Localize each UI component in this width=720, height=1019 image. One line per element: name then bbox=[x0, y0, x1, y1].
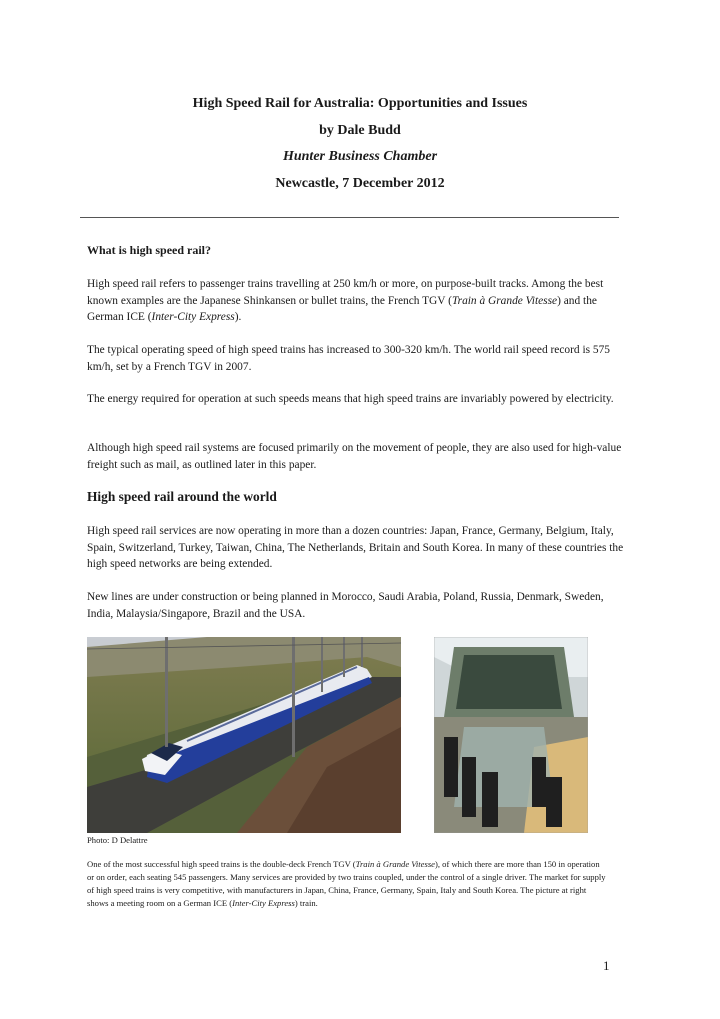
title-block bbox=[0, 94, 720, 200]
page-number: 1 bbox=[603, 958, 610, 973]
heading-what-is-hsr: What is high speed rail? bbox=[87, 243, 212, 257]
date-line: Newcastle, 7 December 2012 bbox=[275, 175, 445, 191]
paragraph: The typical operating speed of high speed trains has increased to 300-320 km/h. The world rail speed record is 575 km/h, set by a French TGV in 2007. bbox=[87, 344, 610, 373]
paragraph: Although high speed rail systems are focused primarily on the movement of people, they are also used for high-value freight such as mail, as outlined later in this paper. bbox=[87, 442, 622, 471]
ice-meeting-room-photo bbox=[434, 637, 588, 833]
photo-credit: Photo: D Delattre bbox=[87, 835, 148, 845]
paragraph: High speed rail refers to passenger trains travelling at 250 km/h or more, on purpose-built tracks. Among the best known examples are the Japanese Shinkansen or bullet trains, the French TGV (Train à Grande Vitesse) and the German ICE (Inter-City Express). bbox=[87, 278, 604, 323]
document-title: High Speed Rail for Australia: Opportunities and Issues bbox=[192, 96, 528, 111]
photo-caption: One of the most successful high speed trains is the double-deck French TGV (Train à Grande Vitesse), of which there are more than 150 in operation or on order, each seating 545 passengers. Many services are provided by two trains coupled, under the control of a single driver. The market for supply of high speed trains is very competitive, with manufacturers in Japan, China, France, Germany, Spain, Italy and South Korea. The picture at right shows a meeting room on a German ICE (Inter-City Express) train. bbox=[87, 859, 606, 908]
paragraph: High speed rail services are now operating in more than a dozen countries: Japan, France, Germany, Belgium, Italy, Spain, Switzerland, Turkey, Taiwan, China, The Netherlands, Britain and South Korea. In many of these countries the high speed networks are being extended. bbox=[87, 525, 624, 570]
author-line: by Dale Budd bbox=[319, 122, 401, 138]
horizontal-divider bbox=[80, 217, 619, 218]
heading-hsr-world: High speed rail around the world bbox=[87, 489, 277, 504]
paragraph: The energy required for operation at such speeds means that high speed trains are invariably powered by electricity. bbox=[87, 393, 614, 405]
paragraph: New lines are under construction or being planned in Morocco, Saudi Arabia, Poland, Russia, Denmark, Sweden, India, Malaysia/Singapore, Brazil and the USA. bbox=[87, 591, 604, 620]
venue-line: Hunter Business Chamber bbox=[282, 149, 438, 164]
tgv-train-photo bbox=[87, 637, 401, 833]
